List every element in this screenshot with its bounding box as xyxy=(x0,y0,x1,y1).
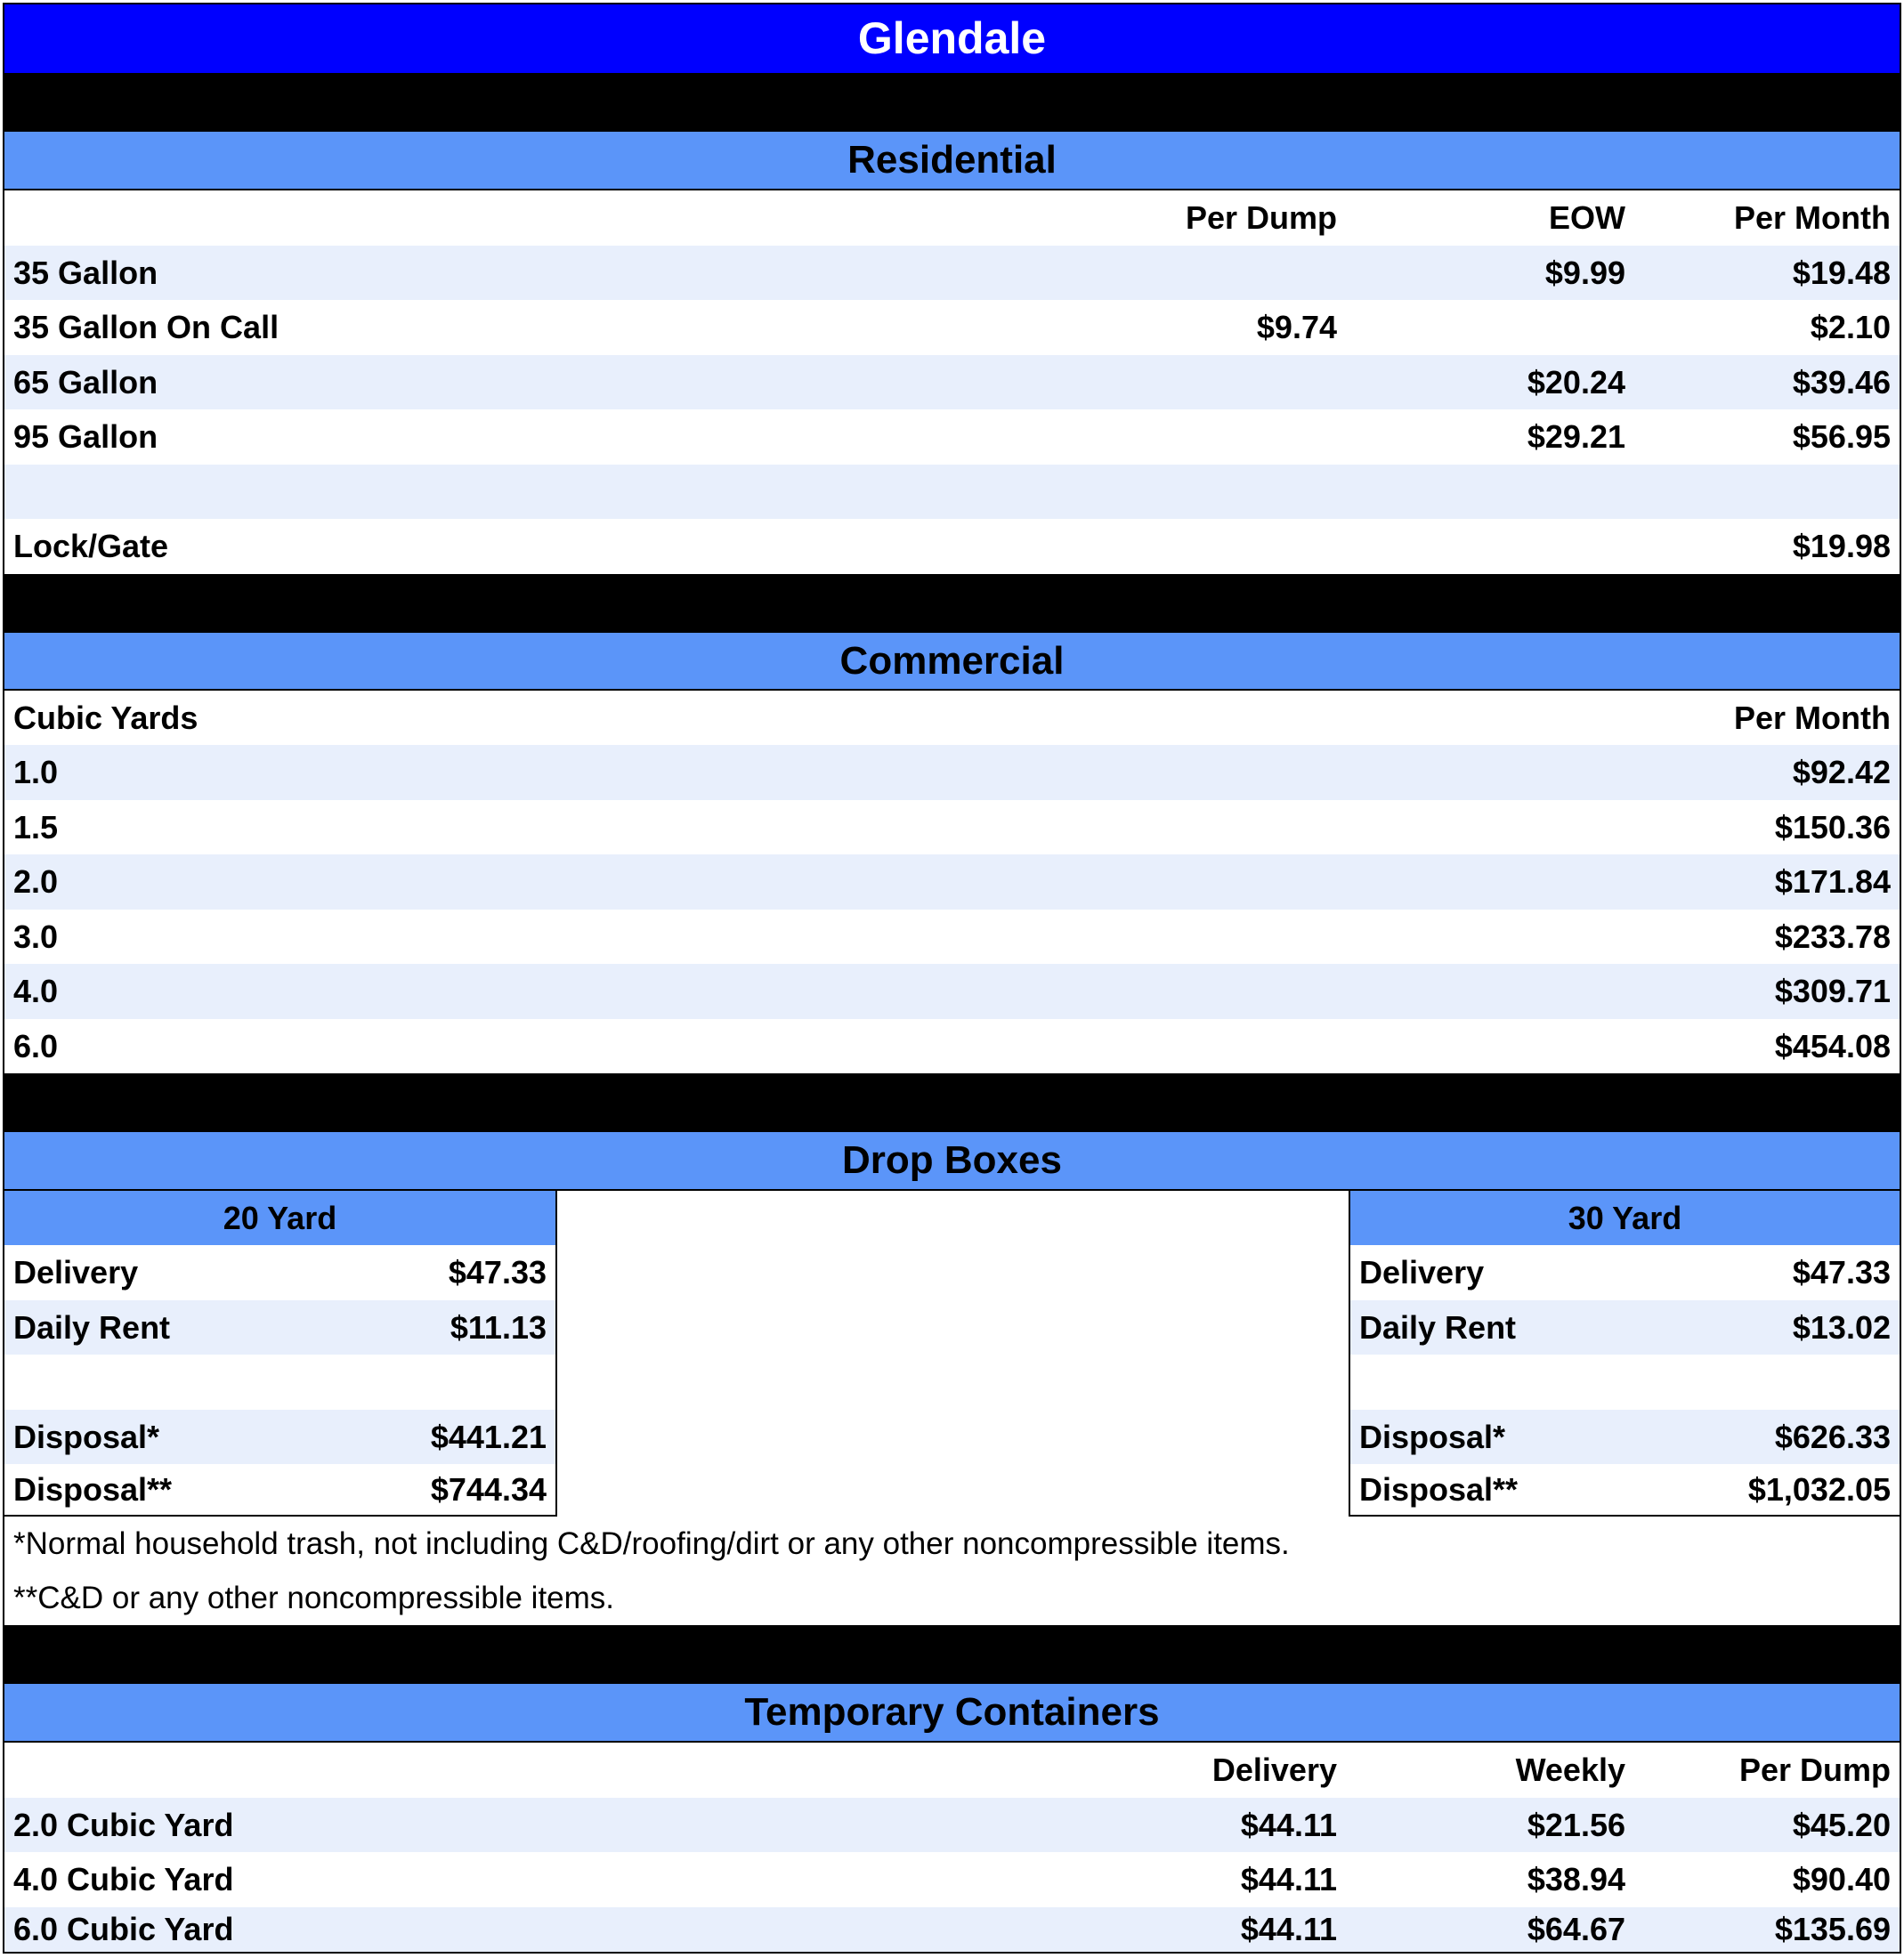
drop-boxes-heading: Drop Boxes xyxy=(4,1130,1900,1191)
table-row xyxy=(4,519,1900,574)
per-month-value: $454.08 xyxy=(1774,1027,1891,1064)
table-row xyxy=(4,910,1900,965)
row-value: $11.13 xyxy=(450,1308,547,1346)
table-row xyxy=(1350,1300,1900,1355)
row-value: $744.34 xyxy=(430,1471,547,1508)
col-header-per-month: Per Month xyxy=(1734,699,1891,736)
table-row xyxy=(4,1300,555,1355)
row-label: Disposal* xyxy=(1359,1418,1506,1455)
row-label: 35 Gallon xyxy=(13,254,158,291)
delivery-value: $44.11 xyxy=(1240,1806,1337,1843)
eow-value: $20.24 xyxy=(1527,363,1625,400)
per-month-value: $56.95 xyxy=(1792,418,1891,455)
row-label: 35 Gallon On Call xyxy=(13,309,280,345)
per-dump-value: $90.40 xyxy=(1792,1861,1891,1897)
separator-band xyxy=(4,574,1900,631)
weekly-value: $64.67 xyxy=(1527,1910,1625,1947)
table-row xyxy=(4,1464,555,1515)
table-row xyxy=(4,854,1900,910)
table-row xyxy=(4,1798,1900,1853)
residential-header-row xyxy=(4,190,1900,246)
row-value: $441.21 xyxy=(430,1418,547,1455)
row-label: Daily Rent xyxy=(1359,1308,1517,1346)
row-label: 65 Gallon xyxy=(13,363,158,400)
footnote-normal-trash: *Normal household trash, not including C&D/roofing/dirt or any other noncompressible items. xyxy=(13,1526,1290,1561)
row-value: $47.33 xyxy=(448,1254,547,1290)
eow-value: $29.21 xyxy=(1527,418,1625,455)
table-row xyxy=(1350,1464,1900,1515)
per-month-value: $19.48 xyxy=(1792,254,1891,291)
table-row xyxy=(4,964,1900,1019)
footnote-noncompressible: **C&D or any other noncompressible items. xyxy=(13,1581,615,1615)
row-label: 2.0 xyxy=(13,863,59,900)
table-row xyxy=(4,246,1900,301)
per-month-value: $233.78 xyxy=(1774,918,1891,955)
row-value: $47.33 xyxy=(1792,1254,1891,1290)
table-row-empty xyxy=(1350,1355,1900,1410)
col-header-cubic-yards: Cubic Yards xyxy=(13,699,199,736)
separator-band xyxy=(4,73,1900,130)
row-label: Disposal* xyxy=(13,1418,160,1455)
drop-box-20-yard-table xyxy=(4,1191,557,1517)
row-label: Delivery xyxy=(13,1254,139,1290)
drop-box-30-yard-table xyxy=(1349,1191,1900,1517)
col-header-per-dump: Per Dump xyxy=(1185,199,1337,236)
table-row xyxy=(4,800,1900,855)
commercial-header-row xyxy=(4,691,1900,746)
drop-box-20-yard-heading: 20 Yard xyxy=(4,1191,555,1245)
row-label: 1.0 xyxy=(13,754,59,790)
table-row xyxy=(4,1907,1900,1953)
per-month-value: $2.10 xyxy=(1810,309,1891,345)
weekly-value: $21.56 xyxy=(1527,1806,1625,1843)
table-row xyxy=(4,300,1900,355)
row-label: 4.0 xyxy=(13,973,59,1009)
table-row xyxy=(4,1019,1900,1074)
eow-value: $9.99 xyxy=(1544,254,1625,291)
per-dump-value: $45.20 xyxy=(1792,1806,1891,1843)
table-row xyxy=(4,355,1900,410)
temporary-containers-heading: Temporary Containers xyxy=(4,1682,1900,1743)
table-row-empty xyxy=(4,1355,555,1410)
row-label: Lock/Gate xyxy=(13,528,169,564)
col-header-eow: EOW xyxy=(1549,199,1625,236)
table-row-empty xyxy=(4,465,1900,520)
row-label: Disposal** xyxy=(1359,1471,1519,1508)
per-dump-value: $9.74 xyxy=(1256,309,1337,345)
table-row xyxy=(1350,1245,1900,1300)
page-title: Glendale xyxy=(4,4,1900,73)
table-row xyxy=(4,1852,1900,1907)
row-label: 4.0 Cubic Yard xyxy=(13,1861,234,1897)
per-month-value: $171.84 xyxy=(1774,863,1891,900)
per-month-value: $39.46 xyxy=(1792,363,1891,400)
delivery-value: $44.11 xyxy=(1240,1861,1337,1897)
per-month-value: $19.98 xyxy=(1792,528,1891,564)
row-label: 6.0 xyxy=(13,1027,59,1064)
table-row xyxy=(4,409,1900,465)
weekly-value: $38.94 xyxy=(1527,1861,1625,1897)
per-month-value: $309.71 xyxy=(1774,973,1891,1009)
row-label: 6.0 Cubic Yard xyxy=(13,1910,234,1947)
row-label: Daily Rent xyxy=(13,1308,171,1346)
per-dump-value: $135.69 xyxy=(1774,1910,1891,1947)
col-header-delivery: Delivery xyxy=(1211,1752,1337,1788)
temporary-header-row xyxy=(4,1743,1900,1798)
separator-band xyxy=(4,1625,1900,1682)
row-label: 95 Gallon xyxy=(13,418,158,455)
separator-band xyxy=(4,1073,1900,1130)
row-value: $1,032.05 xyxy=(1747,1471,1891,1508)
row-label: Delivery xyxy=(1359,1254,1485,1290)
row-label: 2.0 Cubic Yard xyxy=(13,1806,234,1843)
drop-box-30-yard-heading: 30 Yard xyxy=(1350,1191,1900,1245)
table-row xyxy=(4,1245,555,1300)
table-row xyxy=(4,745,1900,800)
row-label: 3.0 xyxy=(13,918,59,955)
col-header-weekly: Weekly xyxy=(1515,1752,1625,1788)
per-month-value: $92.42 xyxy=(1792,754,1891,790)
row-label: Disposal** xyxy=(13,1471,173,1508)
per-month-value: $150.36 xyxy=(1774,808,1891,846)
commercial-heading: Commercial xyxy=(4,631,1900,691)
col-header-per-month: Per Month xyxy=(1734,199,1891,236)
table-row xyxy=(1350,1410,1900,1465)
row-value: $13.02 xyxy=(1792,1308,1891,1346)
residential-heading: Residential xyxy=(4,130,1900,190)
table-row xyxy=(4,1410,555,1465)
delivery-value: $44.11 xyxy=(1240,1910,1337,1947)
row-label: 1.5 xyxy=(13,808,59,846)
rate-sheet xyxy=(3,3,1901,1954)
col-header-per-dump: Per Dump xyxy=(1738,1752,1891,1788)
row-value: $626.33 xyxy=(1774,1418,1891,1455)
